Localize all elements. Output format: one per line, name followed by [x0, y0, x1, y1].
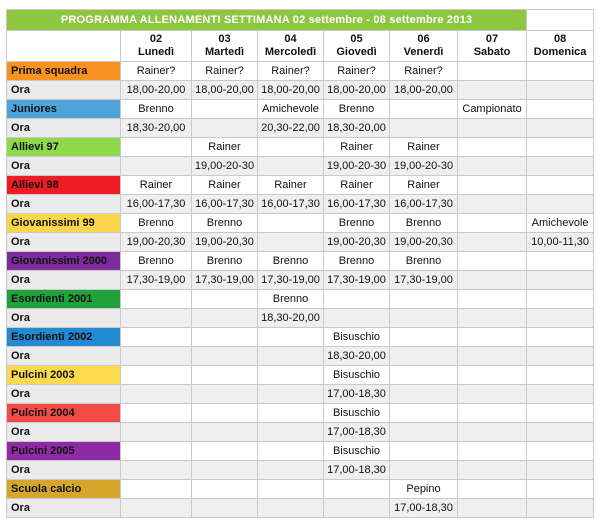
team-row — [7, 404, 594, 423]
activity-cell — [258, 404, 324, 423]
ora-label: Ora — [7, 195, 121, 214]
time-row — [7, 309, 594, 328]
activity-cell — [121, 480, 192, 499]
time-cell — [527, 423, 594, 442]
ora-label: Ora — [7, 233, 121, 252]
activity-cell — [458, 252, 527, 271]
activity-cell — [390, 290, 458, 309]
activity-cell — [390, 366, 458, 385]
time-cell: 17,30-19,00 — [192, 271, 258, 290]
activity-cell: Rainer — [258, 176, 324, 195]
time-cell — [527, 461, 594, 480]
activity-cell — [458, 442, 527, 461]
activity-cell — [192, 328, 258, 347]
time-cell — [258, 385, 324, 404]
team-row — [7, 328, 594, 347]
activity-cell — [258, 442, 324, 461]
activity-cell — [458, 176, 527, 195]
team-name: Allievi 97 — [7, 138, 121, 157]
activity-cell — [527, 176, 594, 195]
ora-label: Ora — [7, 81, 121, 100]
team-row — [7, 62, 594, 81]
corner-cell — [7, 31, 121, 62]
activity-cell — [527, 290, 594, 309]
activity-cell: Rainer — [324, 138, 390, 157]
activity-cell — [527, 62, 594, 81]
activity-cell: Bisuschio — [324, 328, 390, 347]
activity-cell: Rainer — [390, 176, 458, 195]
activity-cell: Brenno — [121, 214, 192, 233]
day-header-2 — [258, 31, 324, 62]
time-cell: 18,00-20,00 — [192, 81, 258, 100]
team-row — [7, 480, 594, 499]
title-row — [7, 10, 594, 31]
day-number: 08 — [553, 33, 567, 45]
time-cell — [258, 461, 324, 480]
activity-cell — [324, 480, 390, 499]
activity-cell — [258, 366, 324, 385]
time-cell: 19,00-20-30 — [390, 157, 458, 176]
team-row — [7, 290, 594, 309]
time-cell — [192, 309, 258, 328]
day-number: 02 — [149, 33, 163, 45]
time-cell — [527, 309, 594, 328]
activity-cell: Rainer — [121, 176, 192, 195]
activity-cell: Bisuschio — [324, 442, 390, 461]
time-row — [7, 157, 594, 176]
activity-cell: Brenno — [258, 290, 324, 309]
activity-cell: Rainer — [390, 138, 458, 157]
team-name: Giovanissimi 99 — [7, 214, 121, 233]
day-number: 04 — [284, 33, 297, 45]
team-name: Esordienti 2002 — [7, 328, 121, 347]
day-name: Sabato — [473, 46, 511, 58]
activity-cell: Brenno — [258, 252, 324, 271]
team-row — [7, 214, 594, 233]
activity-cell — [458, 214, 527, 233]
day-name: Lunedì — [137, 46, 175, 58]
time-row — [7, 119, 594, 138]
ora-label: Ora — [7, 385, 121, 404]
activity-cell — [121, 138, 192, 157]
activity-cell: Brenno — [192, 252, 258, 271]
time-row — [7, 385, 594, 404]
team-name: Allievi 98 — [7, 176, 121, 195]
time-cell: 16,00-17,30 — [390, 195, 458, 214]
time-cell — [258, 347, 324, 366]
time-cell: 18,00-20,00 — [121, 81, 192, 100]
day-number: 06 — [417, 33, 430, 45]
activity-cell — [121, 290, 192, 309]
activity-cell — [527, 252, 594, 271]
time-cell: 17,00-18,30 — [324, 423, 390, 442]
time-cell — [458, 385, 527, 404]
team-row — [7, 176, 594, 195]
activity-cell: Amichevole — [258, 100, 324, 119]
ora-label: Ora — [7, 271, 121, 290]
time-cell: 17,30-19,00 — [258, 271, 324, 290]
time-cell — [527, 385, 594, 404]
activity-cell: Rainer? — [192, 62, 258, 81]
time-cell — [390, 347, 458, 366]
activity-cell — [121, 328, 192, 347]
activity-cell: Rainer — [192, 138, 258, 157]
time-cell — [527, 347, 594, 366]
time-cell: 17,30-19,00 — [121, 271, 192, 290]
activity-cell: Rainer? — [390, 62, 458, 81]
time-cell — [458, 119, 527, 138]
time-cell — [458, 233, 527, 252]
time-cell — [390, 461, 458, 480]
time-cell — [458, 347, 527, 366]
time-cell: 16,00-17,30 — [192, 195, 258, 214]
activity-cell — [121, 366, 192, 385]
activity-cell: Brenno — [390, 252, 458, 271]
activity-cell — [527, 328, 594, 347]
activity-cell — [258, 480, 324, 499]
activity-cell: Rainer — [324, 176, 390, 195]
activity-cell: Brenno — [390, 214, 458, 233]
time-row — [7, 233, 594, 252]
activity-cell — [390, 404, 458, 423]
time-cell: 10,00-11,30 — [527, 233, 594, 252]
time-row — [7, 347, 594, 366]
activity-cell — [192, 404, 258, 423]
time-cell: 18,00-20,00 — [258, 81, 324, 100]
activity-cell — [192, 290, 258, 309]
ora-label: Ora — [7, 499, 121, 518]
ora-label: Ora — [7, 347, 121, 366]
time-cell — [527, 157, 594, 176]
team-row — [7, 138, 594, 157]
time-cell — [324, 499, 390, 518]
ora-label: Ora — [7, 461, 121, 480]
day-name: Martedì — [204, 46, 245, 58]
page-title: PROGRAMMA ALLENAMENTI SETTIMANA 02 settembre - 08 settembre 2013 — [7, 10, 527, 31]
day-header-5 — [458, 31, 527, 62]
time-cell — [324, 309, 390, 328]
time-cell — [121, 157, 192, 176]
time-cell — [527, 271, 594, 290]
activity-cell — [527, 100, 594, 119]
time-cell: 18,30-20,00 — [121, 119, 192, 138]
day-header-6 — [527, 31, 594, 62]
time-cell: 19,00-20,30 — [192, 233, 258, 252]
time-cell — [390, 385, 458, 404]
day-header-1 — [192, 31, 258, 62]
time-cell — [121, 461, 192, 480]
activity-cell: Brenno — [324, 214, 390, 233]
activity-cell — [527, 442, 594, 461]
activity-cell — [527, 404, 594, 423]
time-row — [7, 271, 594, 290]
team-name: Pulcini 2003 — [7, 366, 121, 385]
activity-cell: Rainer? — [121, 62, 192, 81]
time-cell: 19,00-20-30 — [192, 157, 258, 176]
time-cell: 17,30-19,00 — [324, 271, 390, 290]
day-header-row — [7, 31, 594, 62]
time-row — [7, 461, 594, 480]
team-name: Scuola calcio — [7, 480, 121, 499]
activity-cell: Campionato — [458, 100, 527, 119]
time-cell: 19,00-20,30 — [324, 233, 390, 252]
day-header-3 — [324, 31, 390, 62]
activity-cell — [458, 404, 527, 423]
time-cell — [192, 385, 258, 404]
time-cell: 19,00-20,30 — [390, 233, 458, 252]
team-row — [7, 442, 594, 461]
activity-cell — [192, 480, 258, 499]
activity-cell — [390, 100, 458, 119]
team-name: Pulcini 2004 — [7, 404, 121, 423]
activity-cell: Pepino — [390, 480, 458, 499]
time-cell — [121, 385, 192, 404]
time-cell: 17,30-19,00 — [390, 271, 458, 290]
time-row — [7, 423, 594, 442]
activity-cell — [258, 138, 324, 157]
title-filler-cell — [527, 10, 594, 31]
ora-label: Ora — [7, 423, 121, 442]
time-cell — [121, 499, 192, 518]
time-cell: 17,00-18,30 — [324, 461, 390, 480]
activity-cell — [258, 328, 324, 347]
team-name: Giovanissimi 2000 — [7, 252, 121, 271]
day-number: 07 — [485, 33, 499, 45]
time-cell — [458, 461, 527, 480]
time-row — [7, 81, 594, 100]
time-cell: 18,30-20,00 — [324, 119, 390, 138]
activity-cell — [192, 442, 258, 461]
day-header-4 — [390, 31, 458, 62]
time-row — [7, 499, 594, 518]
activity-cell — [192, 100, 258, 119]
time-cell — [121, 309, 192, 328]
ora-label: Ora — [7, 157, 121, 176]
activity-cell: Brenno — [192, 214, 258, 233]
time-cell: 18,30-20,00 — [258, 309, 324, 328]
time-row — [7, 195, 594, 214]
activity-cell: Bisuschio — [324, 366, 390, 385]
time-cell: 17,00-18,30 — [390, 499, 458, 518]
time-cell — [390, 309, 458, 328]
time-cell — [390, 423, 458, 442]
time-cell: 20,30-22,00 — [258, 119, 324, 138]
time-cell — [192, 499, 258, 518]
time-cell: 18,30-20,00 — [324, 347, 390, 366]
activity-cell: Rainer — [192, 176, 258, 195]
time-cell — [192, 461, 258, 480]
time-cell — [527, 81, 594, 100]
team-name: Juniores — [7, 100, 121, 119]
day-number: 05 — [350, 33, 363, 45]
time-cell — [527, 195, 594, 214]
activity-cell: Amichevole — [527, 214, 594, 233]
time-cell — [192, 347, 258, 366]
team-name: Prima squadra — [7, 62, 121, 81]
team-row — [7, 100, 594, 119]
activity-cell — [192, 366, 258, 385]
activity-cell — [527, 480, 594, 499]
day-number: 03 — [218, 33, 231, 45]
time-cell — [458, 309, 527, 328]
time-cell: 19,00-20-30 — [324, 157, 390, 176]
activity-cell — [390, 328, 458, 347]
team-row — [7, 252, 594, 271]
time-cell: 17,00-18,30 — [324, 385, 390, 404]
time-cell: 16,00-17,30 — [258, 195, 324, 214]
activity-cell — [121, 404, 192, 423]
ora-label: Ora — [7, 309, 121, 328]
time-cell: 16,00-17,30 — [121, 195, 192, 214]
day-header-0 — [121, 31, 192, 62]
time-cell — [458, 499, 527, 518]
day-name: Domenica — [533, 46, 587, 58]
ora-label: Ora — [7, 119, 121, 138]
activity-cell — [121, 442, 192, 461]
activity-cell: Rainer? — [324, 62, 390, 81]
time-cell — [527, 499, 594, 518]
time-cell: 18,00-20,00 — [324, 81, 390, 100]
time-cell: 16,00-17,30 — [324, 195, 390, 214]
time-cell — [192, 119, 258, 138]
team-name: Esordienti 2001 — [7, 290, 121, 309]
activity-cell — [324, 290, 390, 309]
activity-cell — [458, 480, 527, 499]
time-cell — [458, 423, 527, 442]
time-cell — [258, 423, 324, 442]
time-cell — [390, 119, 458, 138]
activity-cell: Brenno — [324, 252, 390, 271]
schedule-table — [6, 9, 594, 518]
day-name: Venerdì — [403, 46, 444, 58]
activity-cell: Brenno — [121, 100, 192, 119]
activity-cell: Brenno — [121, 252, 192, 271]
time-cell — [258, 233, 324, 252]
time-cell — [258, 157, 324, 176]
activity-cell: Brenno — [324, 100, 390, 119]
activity-cell: Bisuschio — [324, 404, 390, 423]
time-cell — [458, 157, 527, 176]
team-name: Pulcini 2005 — [7, 442, 121, 461]
time-cell: 19,00-20,30 — [121, 233, 192, 252]
activity-cell — [527, 138, 594, 157]
activity-cell — [258, 214, 324, 233]
time-cell — [192, 423, 258, 442]
time-cell — [527, 119, 594, 138]
activity-cell — [458, 328, 527, 347]
day-name: Giovedì — [336, 46, 377, 58]
time-cell — [458, 81, 527, 100]
activity-cell — [458, 290, 527, 309]
time-cell — [121, 347, 192, 366]
activity-cell — [527, 366, 594, 385]
activity-cell — [458, 62, 527, 81]
team-row — [7, 366, 594, 385]
activity-cell — [458, 366, 527, 385]
activity-cell — [390, 442, 458, 461]
time-cell — [458, 195, 527, 214]
time-cell: 18,00-20,00 — [390, 81, 458, 100]
activity-cell — [458, 138, 527, 157]
time-cell — [121, 423, 192, 442]
time-cell — [458, 271, 527, 290]
activity-cell: Rainer? — [258, 62, 324, 81]
time-cell — [258, 499, 324, 518]
day-name: Mercoledì — [264, 46, 317, 58]
